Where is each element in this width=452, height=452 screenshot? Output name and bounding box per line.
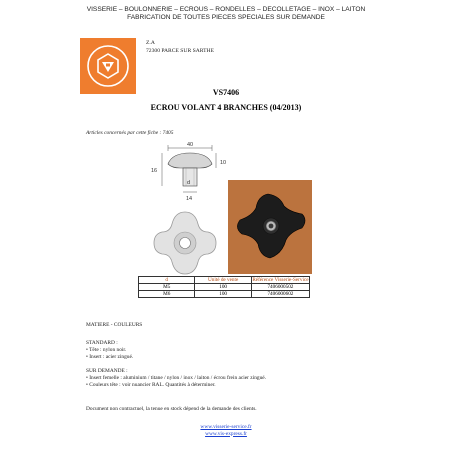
table-row — [139, 291, 310, 298]
product-photo-real — [228, 180, 312, 274]
reference-table — [138, 276, 310, 298]
website-link[interactable]: www.visserie-service.fr — [200, 424, 252, 430]
standard-item: • Tête : nylon noir. — [86, 347, 127, 353]
footer-links — [0, 424, 452, 437]
dim-d: d — [187, 180, 191, 186]
product-ref: VS7406 — [212, 88, 240, 97]
product-photo-top — [150, 208, 220, 278]
dim-height: 16 — [151, 168, 158, 174]
table-row — [139, 284, 310, 291]
demand-item: • Couleurs tête : voir nuancier RAL. Quantités à déterminer. — [86, 382, 216, 388]
standard-item: • Insert : acier zingué. — [86, 354, 134, 360]
disclaimer: Document non contractuel, la tenue en stock dépend de la demande des clients. — [86, 406, 257, 412]
header-line-2: FABRICATION DE TOUTES PIECES SPECIALES SUR DEMANDE — [127, 14, 325, 21]
cell-unit: 100 — [195, 291, 251, 298]
header-line-1: VISSERIE – BOULONNERIE – ECROUS – RONDELLES – DECOLLETAGE – INOX – LAITON — [86, 6, 366, 13]
company-address: 72300 PARCE SUR SARTHE — [146, 47, 214, 54]
logo-icon — [80, 38, 136, 94]
cell-unit: 100 — [195, 284, 251, 291]
dim-width: 40 — [187, 142, 194, 148]
table-header-row — [139, 277, 310, 284]
dim-top: 10 — [220, 160, 227, 166]
company-block — [146, 40, 214, 55]
standard-heading: STANDARD : — [86, 340, 118, 346]
cell-ref: 7406000602 — [251, 291, 309, 298]
cell-d: M6 — [139, 291, 195, 298]
col-header-unit: Unité de vente — [195, 277, 251, 284]
technical-drawing — [150, 140, 240, 205]
company-logo — [80, 38, 136, 94]
materials-heading: MATIERE - COULEURS — [86, 322, 143, 328]
company-name: Z.A — [146, 40, 155, 46]
col-header-ref: Référence Visserie-Service — [252, 277, 309, 283]
col-header-d: d — [139, 277, 195, 284]
product-title: ECROU VOLANT 4 BRANCHES (04/2013) — [150, 103, 302, 112]
dim-bottom: 14 — [186, 196, 193, 202]
website-link[interactable]: www.vis-express.fr — [205, 430, 247, 437]
cell-d: M5 — [139, 284, 195, 291]
cell-ref: 7406000502 — [251, 284, 309, 291]
demand-heading: SUR DEMANDE : — [86, 368, 128, 374]
demand-item: • Insert femelle : aluminium / titane / nylon / inox / laiton / écrou frein acier zingué. — [86, 375, 267, 381]
articles-note: Articles concernés par cette fiche : 7405 — [86, 130, 174, 136]
